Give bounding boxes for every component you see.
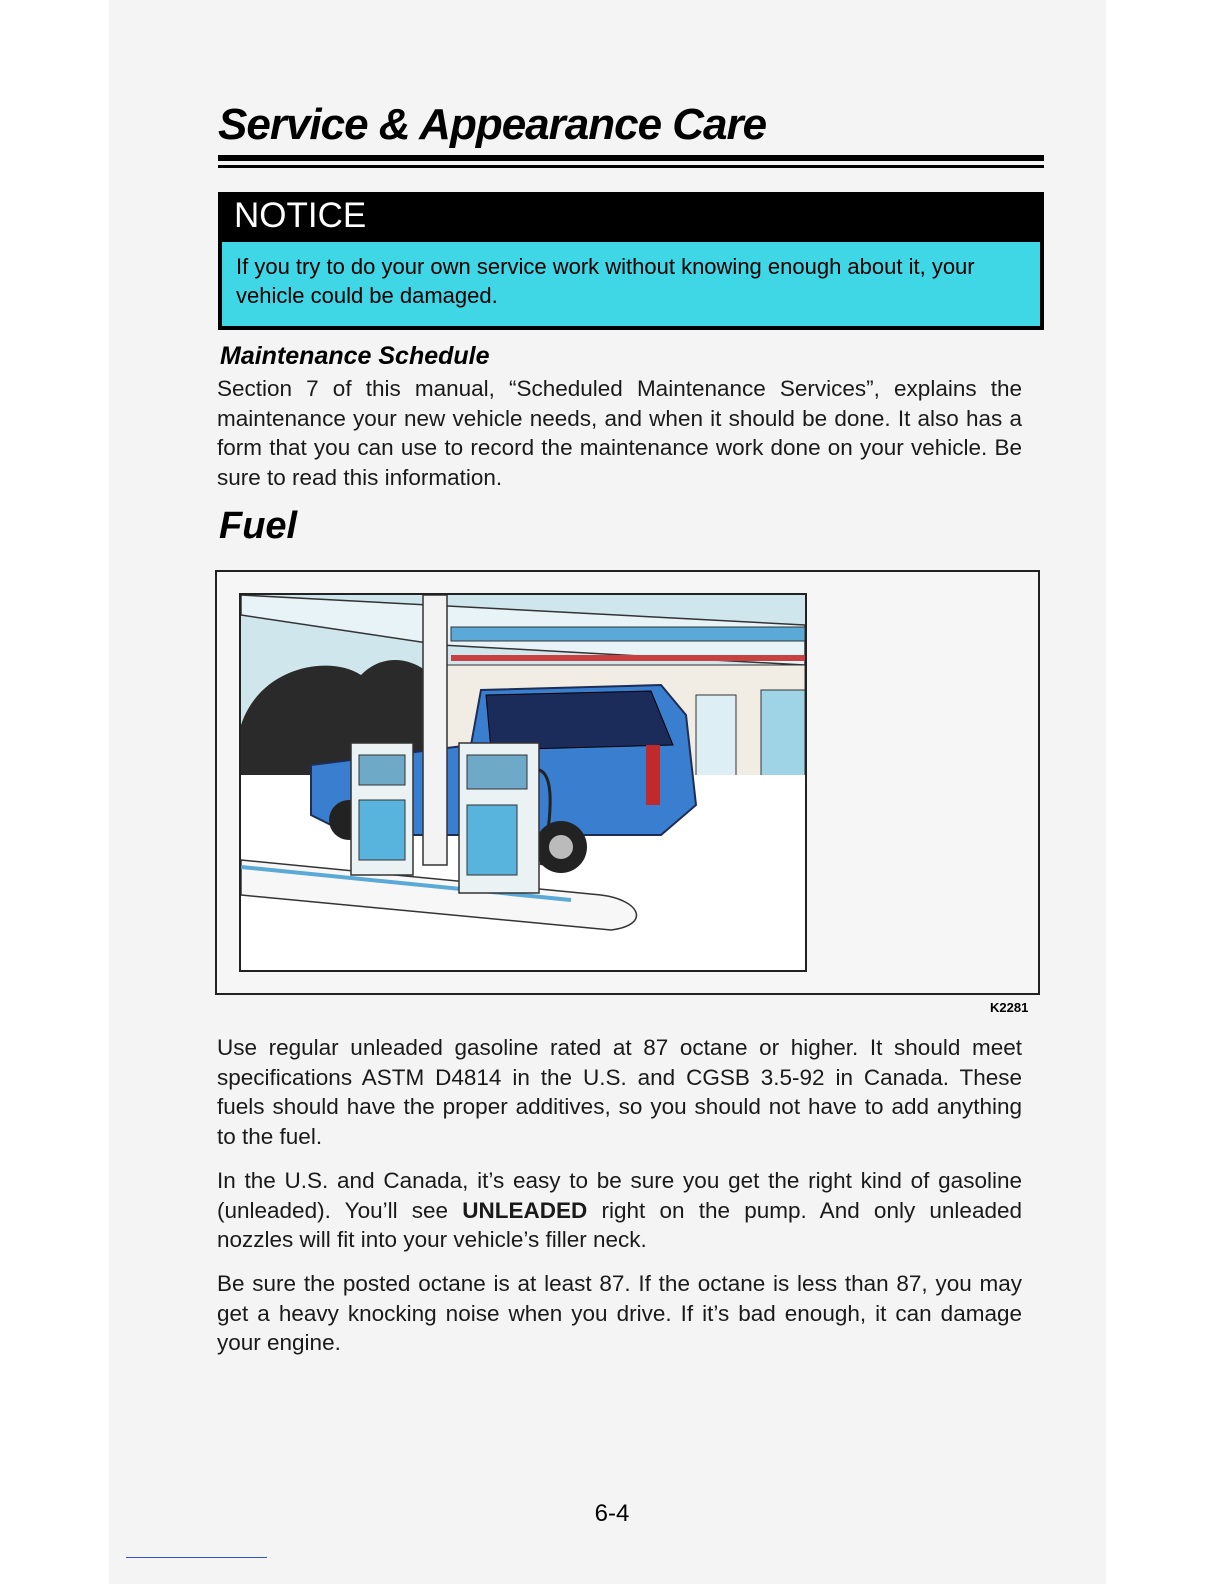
maintenance-schedule-heading: Maintenance Schedule (220, 342, 490, 370)
notice-text: If you try to do your own service work without knowing enough about it, your vehicle could be damaged. (222, 242, 1040, 326)
title-rule-thin (218, 165, 1044, 168)
pump-left-display (359, 755, 405, 785)
pump-right-panel (467, 805, 517, 875)
canopy-stripe (451, 627, 805, 641)
unleaded-emphasis: UNLEADED (462, 1197, 588, 1223)
fuel-paragraph-2-start: In the U.S. and Canada, it’s easy to be sure you get the right kind of gasoline (unleaded). You’ll see (217, 1168, 1022, 1223)
notice-box (218, 192, 1044, 330)
fuel-station-drawing (241, 595, 805, 970)
vehicle-taillight (646, 745, 660, 805)
fuel-paragraph-2-end: right on the pump. And only unleaded nozzles will fit into your vehicle’s filler neck. (217, 1197, 1022, 1252)
notice-heading: NOTICE (234, 196, 367, 235)
page-number: 6-4 (594, 1500, 630, 1527)
vehicle-window (486, 691, 673, 750)
fuel-paragraph-3: Be sure the posted octane is at least 87. If the octane is less than 87, you may get a heavy knocking noise when you drive. If it’s bad enough, it can damage your engine. (217, 1271, 1022, 1355)
maintenance-schedule-text: Section 7 of this manual, “Scheduled Maintenance Services”, explains the maintenance your new vehicle needs, and when it should be done. It also has a form that you can use to record the maintenance work done on your vehicle. Be sure to read this information. (217, 376, 1022, 490)
vehicle-hubcap (549, 835, 573, 859)
canopy-red-stripe (451, 655, 805, 661)
fuel-heading: Fuel (219, 505, 298, 547)
title-rule-thick (218, 155, 1044, 161)
pump-left-panel (359, 800, 405, 860)
fuel-station-illustration (239, 593, 807, 972)
fuel-paragraph-2 (217, 1166, 1022, 1255)
pump-right-display (467, 755, 527, 789)
fuel-paragraph-1: Use regular unleaded gasoline rated at 87 octane or higher. It should meet specifications ASTM D4814 in the U.S. and CGSB 3.5-92 in Canada. These fuels should have the proper additives, so you should not have to add anything to the fuel. (217, 1035, 1022, 1149)
figure-code: K2281 (990, 1000, 1029, 1015)
footer-link-line (126, 1557, 267, 1558)
page-title: Service & Appearance Care (218, 100, 767, 149)
canopy-pillar (423, 595, 447, 865)
